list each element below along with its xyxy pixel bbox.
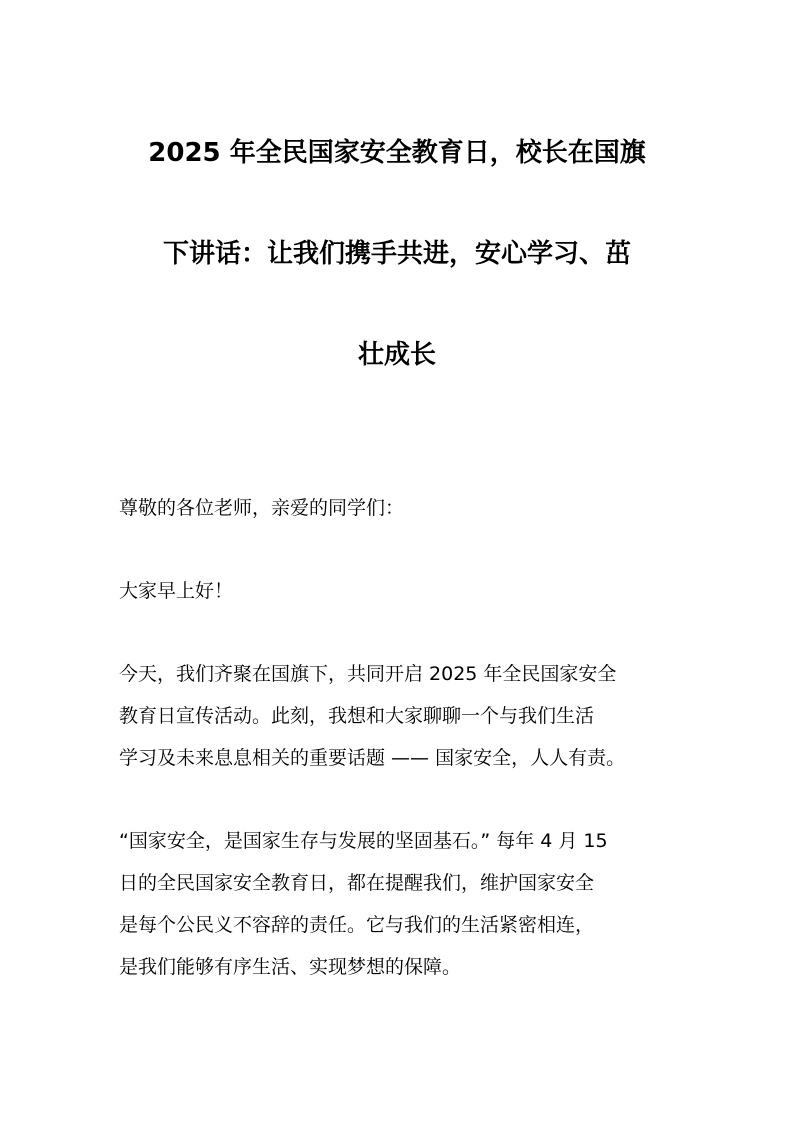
paragraph-2 xyxy=(119,820,679,988)
greeting-paragraph xyxy=(119,487,679,529)
title-line-1: 2025 年全民国家安全教育日，校长在国旗 xyxy=(148,138,646,168)
title-line-2: 下讲话：让我们携手共进，安心学习、茁 xyxy=(162,239,631,269)
paragraph-1-line-2: 教育日宣传活动。此刻，我想和大家聊聊一个与我们生活 xyxy=(119,705,595,727)
title-line-3: 壮成长 xyxy=(357,340,436,370)
paragraph-1-line-1: 今天，我们齐聚在国旗下，共同开启 2025 年全民国家安全 xyxy=(119,663,617,685)
paragraph-1-line-3: 学习及未来息息相关的重要话题 —— 国家安全，人人有责。 xyxy=(119,747,626,769)
document-title xyxy=(119,126,675,429)
paragraph-1 xyxy=(119,653,679,779)
greeting-text: 尊敬的各位老师，亲爱的同学们： xyxy=(119,497,405,519)
salutation-text: 大家早上好！ xyxy=(119,580,234,602)
paragraph-2-line-3: 是每个公民义不容辞的责任。它与我们的生活紧密相连， xyxy=(119,914,595,936)
paragraph-2-line-2: 日的全民国家安全教育日，都在提醒我们，维护国家安全 xyxy=(119,872,595,894)
paragraph-2-line-1: “国家安全，是国家生存与发展的坚固基石。” 每年 4 月 15 xyxy=(119,830,608,852)
paragraph-2-line-4: 是我们能够有序生活、实现梦想的保障。 xyxy=(119,956,462,978)
salutation-paragraph xyxy=(119,570,679,612)
